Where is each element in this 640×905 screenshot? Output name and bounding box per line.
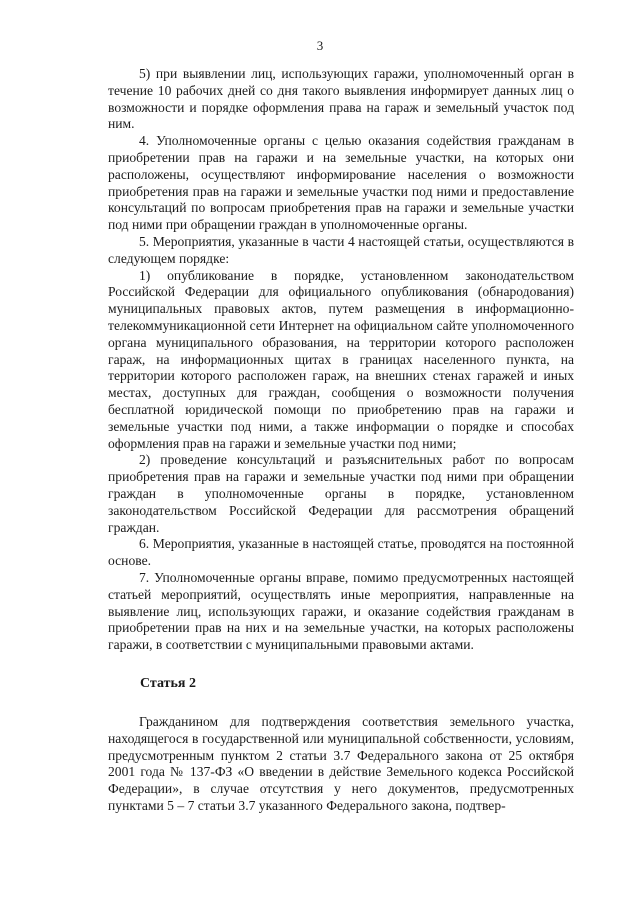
- paragraph-item-2-consultations: 2) проведение консультаций и разъяснительных работ по вопросам приобретения прав на гаражи и земельные участки под ними при обращении граждан в уполномоченные органы в порядке, установленном законодательством Российской Федерации для рассмотрения обращений граждан.: [108, 452, 574, 535]
- paragraph-item-1-publication: 1) опубликование в порядке, установленном законодательством Российской Федерации для официального опубликования (обнародования) муниципальных правовых актов, путем размещения в информационно-телекоммуникационной сети Интернет на официальном сайте уполномоченного органа муниципального образования, на территории которого расположен гараж, на информационных щитах в границах населенного пункта, на территории которого расположен гараж, на внешних стенах гаражей и иных местах, доступных для граждан, сообщения о возможности получения бесплатной юридической помощи по приобретению прав на гаражи и земельные участки под ними, а также информации о порядке и способах оформления прав на гаражи и земельные участки под ними;: [108, 267, 574, 451]
- document-body: [108, 66, 574, 654]
- paragraph-item-5-notice: 5) при выявлении лиц, использующих гаражи, уполномоченный орган в течение 10 рабочих дней со дня такого выявления информирует данных лиц о возможности и порядке оформления права на гараж и земельный участок под ним.: [108, 66, 574, 132]
- article-heading: Статья 2: [140, 676, 196, 691]
- paragraph-5-procedure: 5. Мероприятия, указанные в части 4 настоящей статьи, осуществляются в следующем порядке:: [108, 233, 574, 266]
- article-paragraph: Гражданином для подтверждения соответствия земельного участка, находящегося в государственной или муниципальной собственности, условиям, предусмотренным пунктом 2 статьи 3.7 Федерального закона от 25 октября 2001 года № 137-ФЗ «О введении в действие Земельного кодекса Российской Федерации», в случае отсутствия у него документов, предусмотренных пунктами 5 – 7 статьи 3.7 указанного Федерального закона, подтвер-: [108, 714, 574, 813]
- paragraph-7-other-measures: 7. Уполномоченные органы вправе, помимо предусмотренных настоящей статьей мероприятий, осуществлять иные мероприятия, направленные на выявление лиц, использующих гаражи, и оказание содействия гражданам в приобретении прав на них и на земельные участки, на которых расположены гаражи, в соответствии с муниципальными правовыми актами.: [108, 569, 574, 653]
- paragraph-6-permanent: 6. Мероприятия, указанные в настоящей статье, проводятся на постоянной основе.: [108, 536, 574, 569]
- article-body: [108, 714, 574, 815]
- page-number: 3: [316, 38, 324, 53]
- paragraph-4-assistance: 4. Уполномоченные органы с целью оказания содействия гражданам в приобретении прав на гаражи и на земельные участки, на которых они расположены, осуществляют информирование населения о возможности приобретения прав на гаражи и земельные участки под ними и предоставление консультаций по вопросам приобретения прав на гаражи и земельные участки под ними при обращении граждан в уполномоченные органы.: [108, 133, 574, 233]
